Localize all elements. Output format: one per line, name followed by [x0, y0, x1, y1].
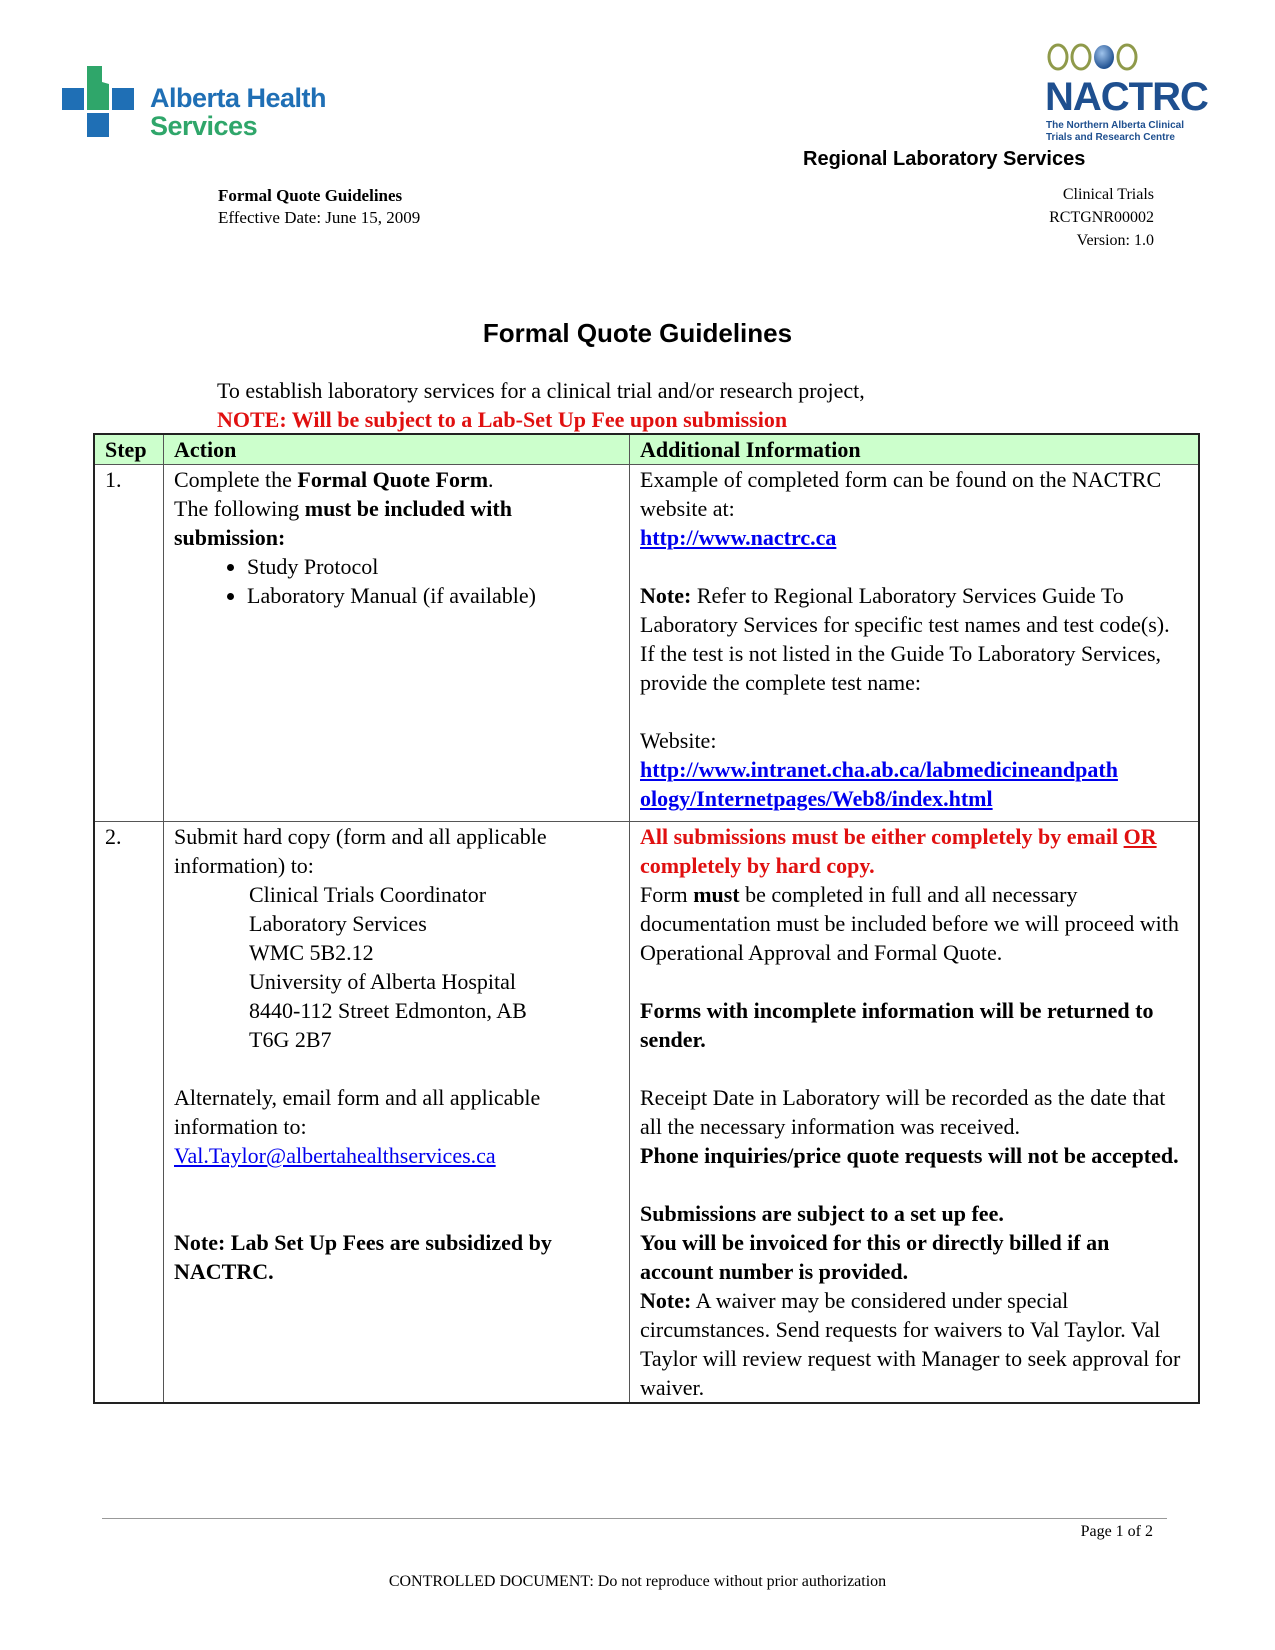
fee-note: Note: Lab Set Up Fees are subsidized by NACTRC. — [174, 1230, 552, 1284]
warning-text: completely by hard copy. — [640, 853, 875, 878]
ahs-logo — [62, 66, 136, 143]
form-name: Formal Quote Form — [297, 467, 489, 492]
page-number: Page 1 of 2 — [1080, 1523, 1153, 1540]
table-row — [94, 465, 1199, 822]
note-text: Refer to Regional Laboratory Services Guide To Laboratory Services for specific test names and test code(s). If the test is not listed in the Guide To Laboratory Services, provide the complete test name: — [640, 583, 1170, 695]
header-right — [1049, 183, 1154, 252]
action-cell — [164, 465, 630, 822]
address-line: T6G 2B7 — [249, 1027, 332, 1052]
controlled-notice: CONTROLLED DOCUMENT: Do not reproduce without prior authorization — [388, 1573, 887, 1590]
warning-or: OR — [1123, 824, 1157, 849]
page-title: Formal Quote Guidelines — [482, 318, 793, 348]
intranet-link-part2[interactable]: ology/Internetpages/Web8/index.html — [640, 786, 993, 811]
receipt-date-text: Receipt Date in Laboratory will be recorded as the date that all the necessary information was received. — [640, 1085, 1166, 1139]
nactrc-subtitle — [1046, 120, 1184, 144]
doc-version: Version: 1.0 — [1076, 232, 1154, 249]
department-heading: Regional Laboratory Services — [803, 148, 1086, 170]
submission-warning — [640, 822, 1188, 880]
address-line: 8440-112 Street Edmonton, AB — [249, 998, 527, 1023]
nactrc-circles-icon — [1047, 42, 1139, 77]
action-text: Complete the — [174, 467, 298, 492]
action-text: . — [488, 467, 494, 492]
ahs-wordmark — [150, 84, 326, 140]
list-item: • Study Protocol — [247, 552, 619, 581]
intro-note: NOTE: Will be subject to a Lab-Set Up Fee upon submission — [217, 407, 788, 432]
ahs-line2: Services — [150, 111, 258, 141]
guidelines-table — [93, 433, 1200, 1404]
doc-code: RCTGNR00002 — [1049, 209, 1154, 226]
required-label: must be included with submission: — [174, 496, 512, 550]
phone-warning: Phone inquiries/price quote requests will not be accepted. — [640, 1143, 1179, 1168]
doc-category: Clinical Trials — [1062, 186, 1154, 203]
address-line: Clinical Trials Coordinator — [249, 882, 487, 907]
nactrc-sub-line1: The Northern Alberta Clinical — [1046, 120, 1184, 131]
info-cell — [630, 465, 1200, 822]
action-text: Submit hard copy (form and all applicable information) to: — [174, 824, 547, 878]
required-list — [174, 552, 619, 610]
action-text: Alternately, email form and all applicable information to: — [174, 1085, 541, 1139]
warning-text: All submissions must be either completely by email — [640, 824, 1124, 849]
address-line: Laboratory Services — [249, 911, 427, 936]
ahs-line1: Alberta Health — [150, 83, 327, 113]
intranet-link[interactable] — [640, 757, 1118, 811]
incomplete-warning: Forms with incomplete information will be returned to sender. — [640, 998, 1154, 1052]
website-label: Website: — [640, 728, 717, 753]
step-number: 2. — [94, 822, 164, 1404]
ahs-cross-icon — [62, 66, 136, 138]
action-cell — [164, 822, 630, 1404]
info-text: Example of completed form can be found on the NACTRC website at: — [640, 467, 1162, 521]
header-action: Action — [164, 434, 630, 465]
info-text: Form — [640, 882, 694, 907]
footer-divider — [102, 1518, 1167, 1519]
invoice-text: You will be invoiced for this or directly billed if an account number is provided. — [640, 1230, 1110, 1284]
table-header-row — [94, 434, 1199, 465]
email-link[interactable]: Val.Taylor@albertahealthservices.ca — [174, 1143, 496, 1168]
header-left — [218, 185, 420, 229]
action-text: The following — [174, 496, 305, 521]
intranet-link-part1[interactable]: http://www.intranet.cha.ab.ca/labmedicineandpath — [640, 757, 1118, 782]
nactrc-link[interactable]: http://www.nactrc.ca — [640, 525, 837, 550]
nactrc-title: NACTRC — [1045, 75, 1208, 119]
mailing-address — [174, 880, 619, 1054]
address-line: University of Alberta Hospital — [249, 969, 517, 994]
note-text: A waiver may be considered under special circumstances. Send requests for waivers to Val Taylor. Val Taylor will review request with Manager to seek approval for waiver. — [640, 1288, 1181, 1400]
header-step: Step — [94, 434, 164, 465]
info-emphasis: must — [693, 882, 740, 907]
list-item: • Laboratory Manual (if available) — [247, 581, 619, 610]
doc-title-small: Formal Quote Guidelines — [218, 186, 403, 205]
intro — [217, 376, 865, 434]
info-text: be completed in full and all necessary documentation must be included before we will proceed with Operational Approval and Formal Quote. — [640, 882, 1179, 965]
effective-date: Effective Date: June 15, 2009 — [218, 208, 421, 227]
step-number: 1. — [94, 465, 164, 822]
note-label: Note: — [640, 583, 692, 608]
info-cell — [630, 822, 1200, 1404]
intro-text: To establish laboratory services for a clinical trial and/or research project, — [217, 378, 865, 403]
nactrc-sub-line2: Trials and Research Centre — [1046, 132, 1175, 143]
address-line: WMC 5B2.12 — [249, 940, 374, 965]
setup-fee-text: Submissions are subject to a set up fee. — [640, 1201, 1004, 1226]
note-label: Note: — [640, 1288, 692, 1313]
header-info: Additional Information — [630, 434, 1200, 465]
table-row — [94, 822, 1199, 1404]
